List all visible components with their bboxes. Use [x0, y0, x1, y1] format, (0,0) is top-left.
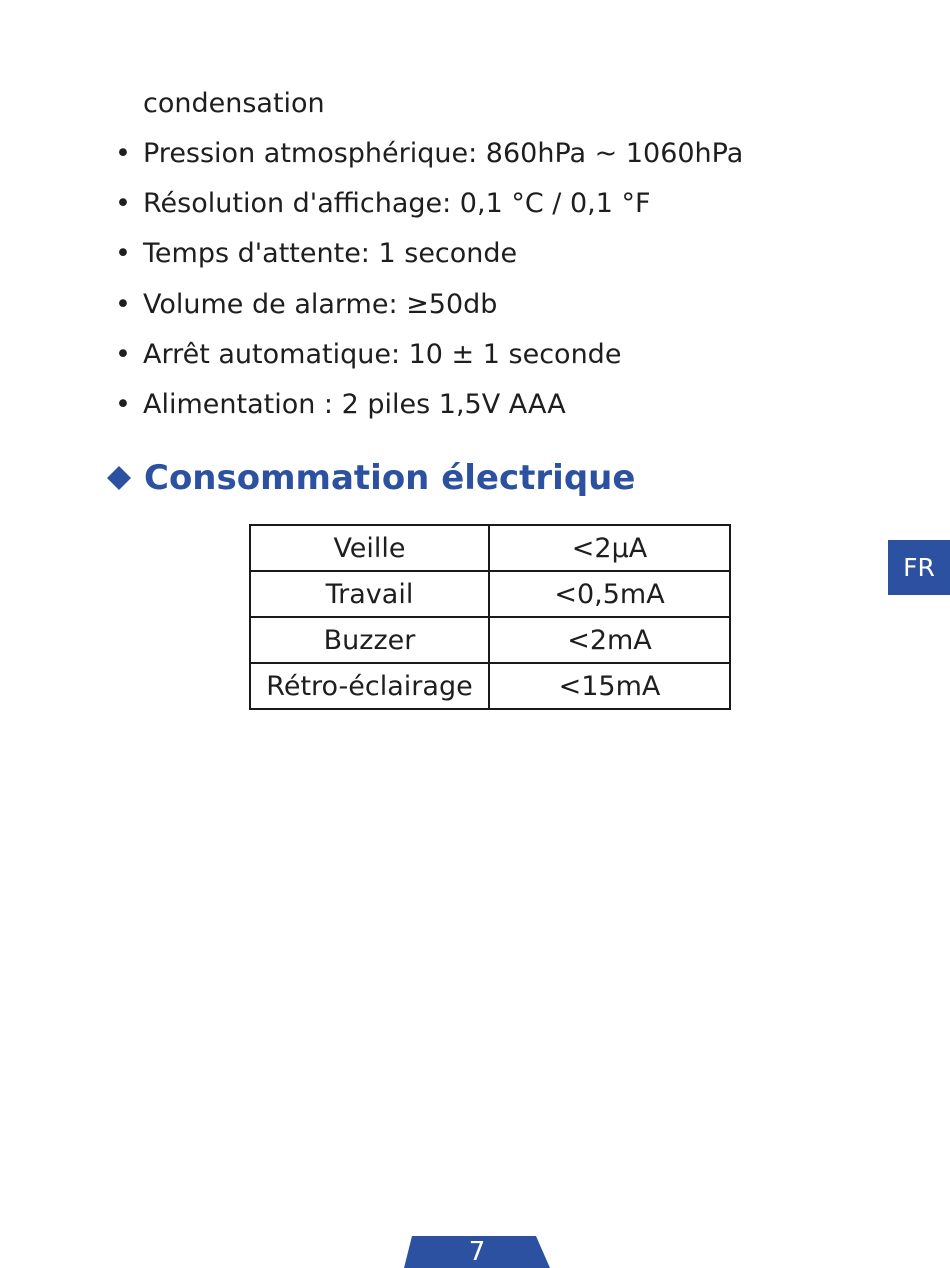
table-cell-label: Rétro-éclairage: [250, 663, 489, 709]
table-cell-value: <2μA: [489, 525, 730, 571]
spec-continuation-text: condensation: [143, 88, 325, 119]
spec-text: Volume de alarme: ≥50db: [143, 288, 498, 320]
table-row: [250, 571, 730, 617]
page-number-tab: [404, 1236, 550, 1268]
spec-text: Résolution d'affichage: 0,1 °C / 0,1 °F: [143, 188, 651, 220]
table-cell-label: Travail: [250, 571, 489, 617]
table-row: [250, 525, 730, 571]
spec-text: Alimentation : 2 piles 1,5V AAA: [143, 388, 566, 420]
section-title: Consommation électrique: [144, 458, 636, 498]
spec-text: Temps d'attente: 1 seconde: [143, 238, 518, 270]
bullet-icon: •: [115, 188, 131, 220]
table-cell-label: Veille: [250, 525, 489, 571]
table-cell-value: <2mA: [489, 617, 730, 663]
table-cell-value: <0,5mA: [489, 571, 730, 617]
page-number: 7: [468, 1237, 486, 1267]
power-consumption-table: [249, 524, 731, 710]
table-row: [250, 663, 730, 709]
bullet-icon: •: [115, 338, 131, 370]
diamond-icon: [106, 465, 132, 491]
bullet-icon: •: [115, 288, 131, 320]
spec-text: Arrêt automatique: 10 ± 1 seconde: [143, 338, 622, 370]
table-cell-value: <15mA: [489, 663, 730, 709]
spec-text: Pression atmosphérique: 860hPa ~ 1060hPa: [143, 138, 744, 169]
table-row: [250, 617, 730, 663]
table-cell-label: Buzzer: [250, 617, 489, 663]
bullet-icon: •: [115, 238, 131, 270]
bullet-icon: •: [115, 138, 131, 169]
bullet-icon: •: [115, 388, 131, 420]
section-heading: [106, 456, 635, 500]
language-tab: FR: [888, 540, 950, 595]
